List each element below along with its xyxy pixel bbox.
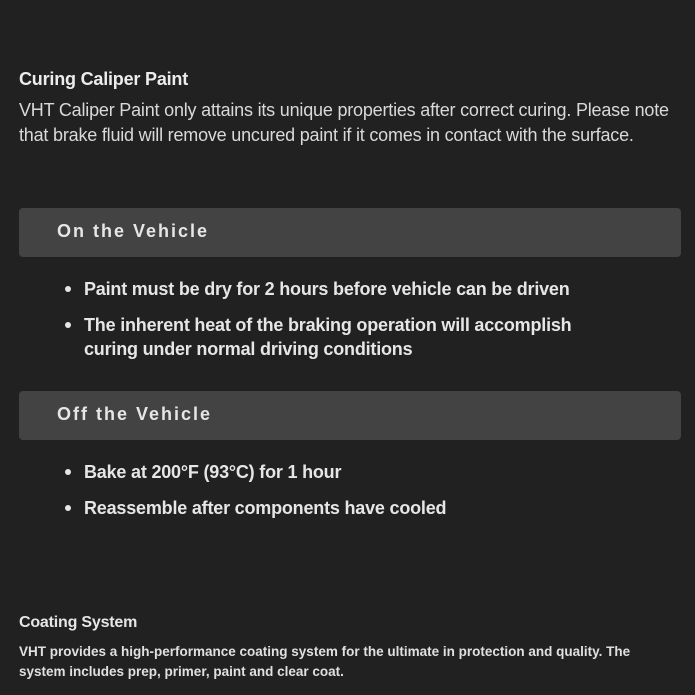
off-vehicle-heading: Off the Vehicle (57, 404, 213, 424)
coating-title: Coating System (19, 614, 138, 631)
curing-title: Curing Caliper Paint (19, 69, 189, 89)
off-vehicle-list (64, 460, 624, 532)
on-vehicle-heading: On the Vehicle (57, 221, 210, 241)
coating-text: VHT provides a high-performance coating system for the ultimate in protection and quality. The system includes prep, primer, paint and clear coat. (19, 644, 631, 679)
list-item: Reassemble after components have cooled (64, 496, 624, 520)
on-vehicle-list (64, 277, 624, 373)
off-vehicle-header (19, 391, 681, 440)
list-item: The inherent heat of the braking operation will accomplish curing under normal driving conditions (64, 313, 624, 361)
curing-intro: VHT Caliper Paint only attains its unique properties after correct curing. Please note that brake fluid will remove uncured paint if it comes in contact with the surface. (19, 100, 669, 145)
list-item: Paint must be dry for 2 hours before vehicle can be driven (64, 277, 624, 301)
list-item: Bake at 200°F (93°C) for 1 hour (64, 460, 624, 484)
on-vehicle-header (19, 208, 681, 257)
